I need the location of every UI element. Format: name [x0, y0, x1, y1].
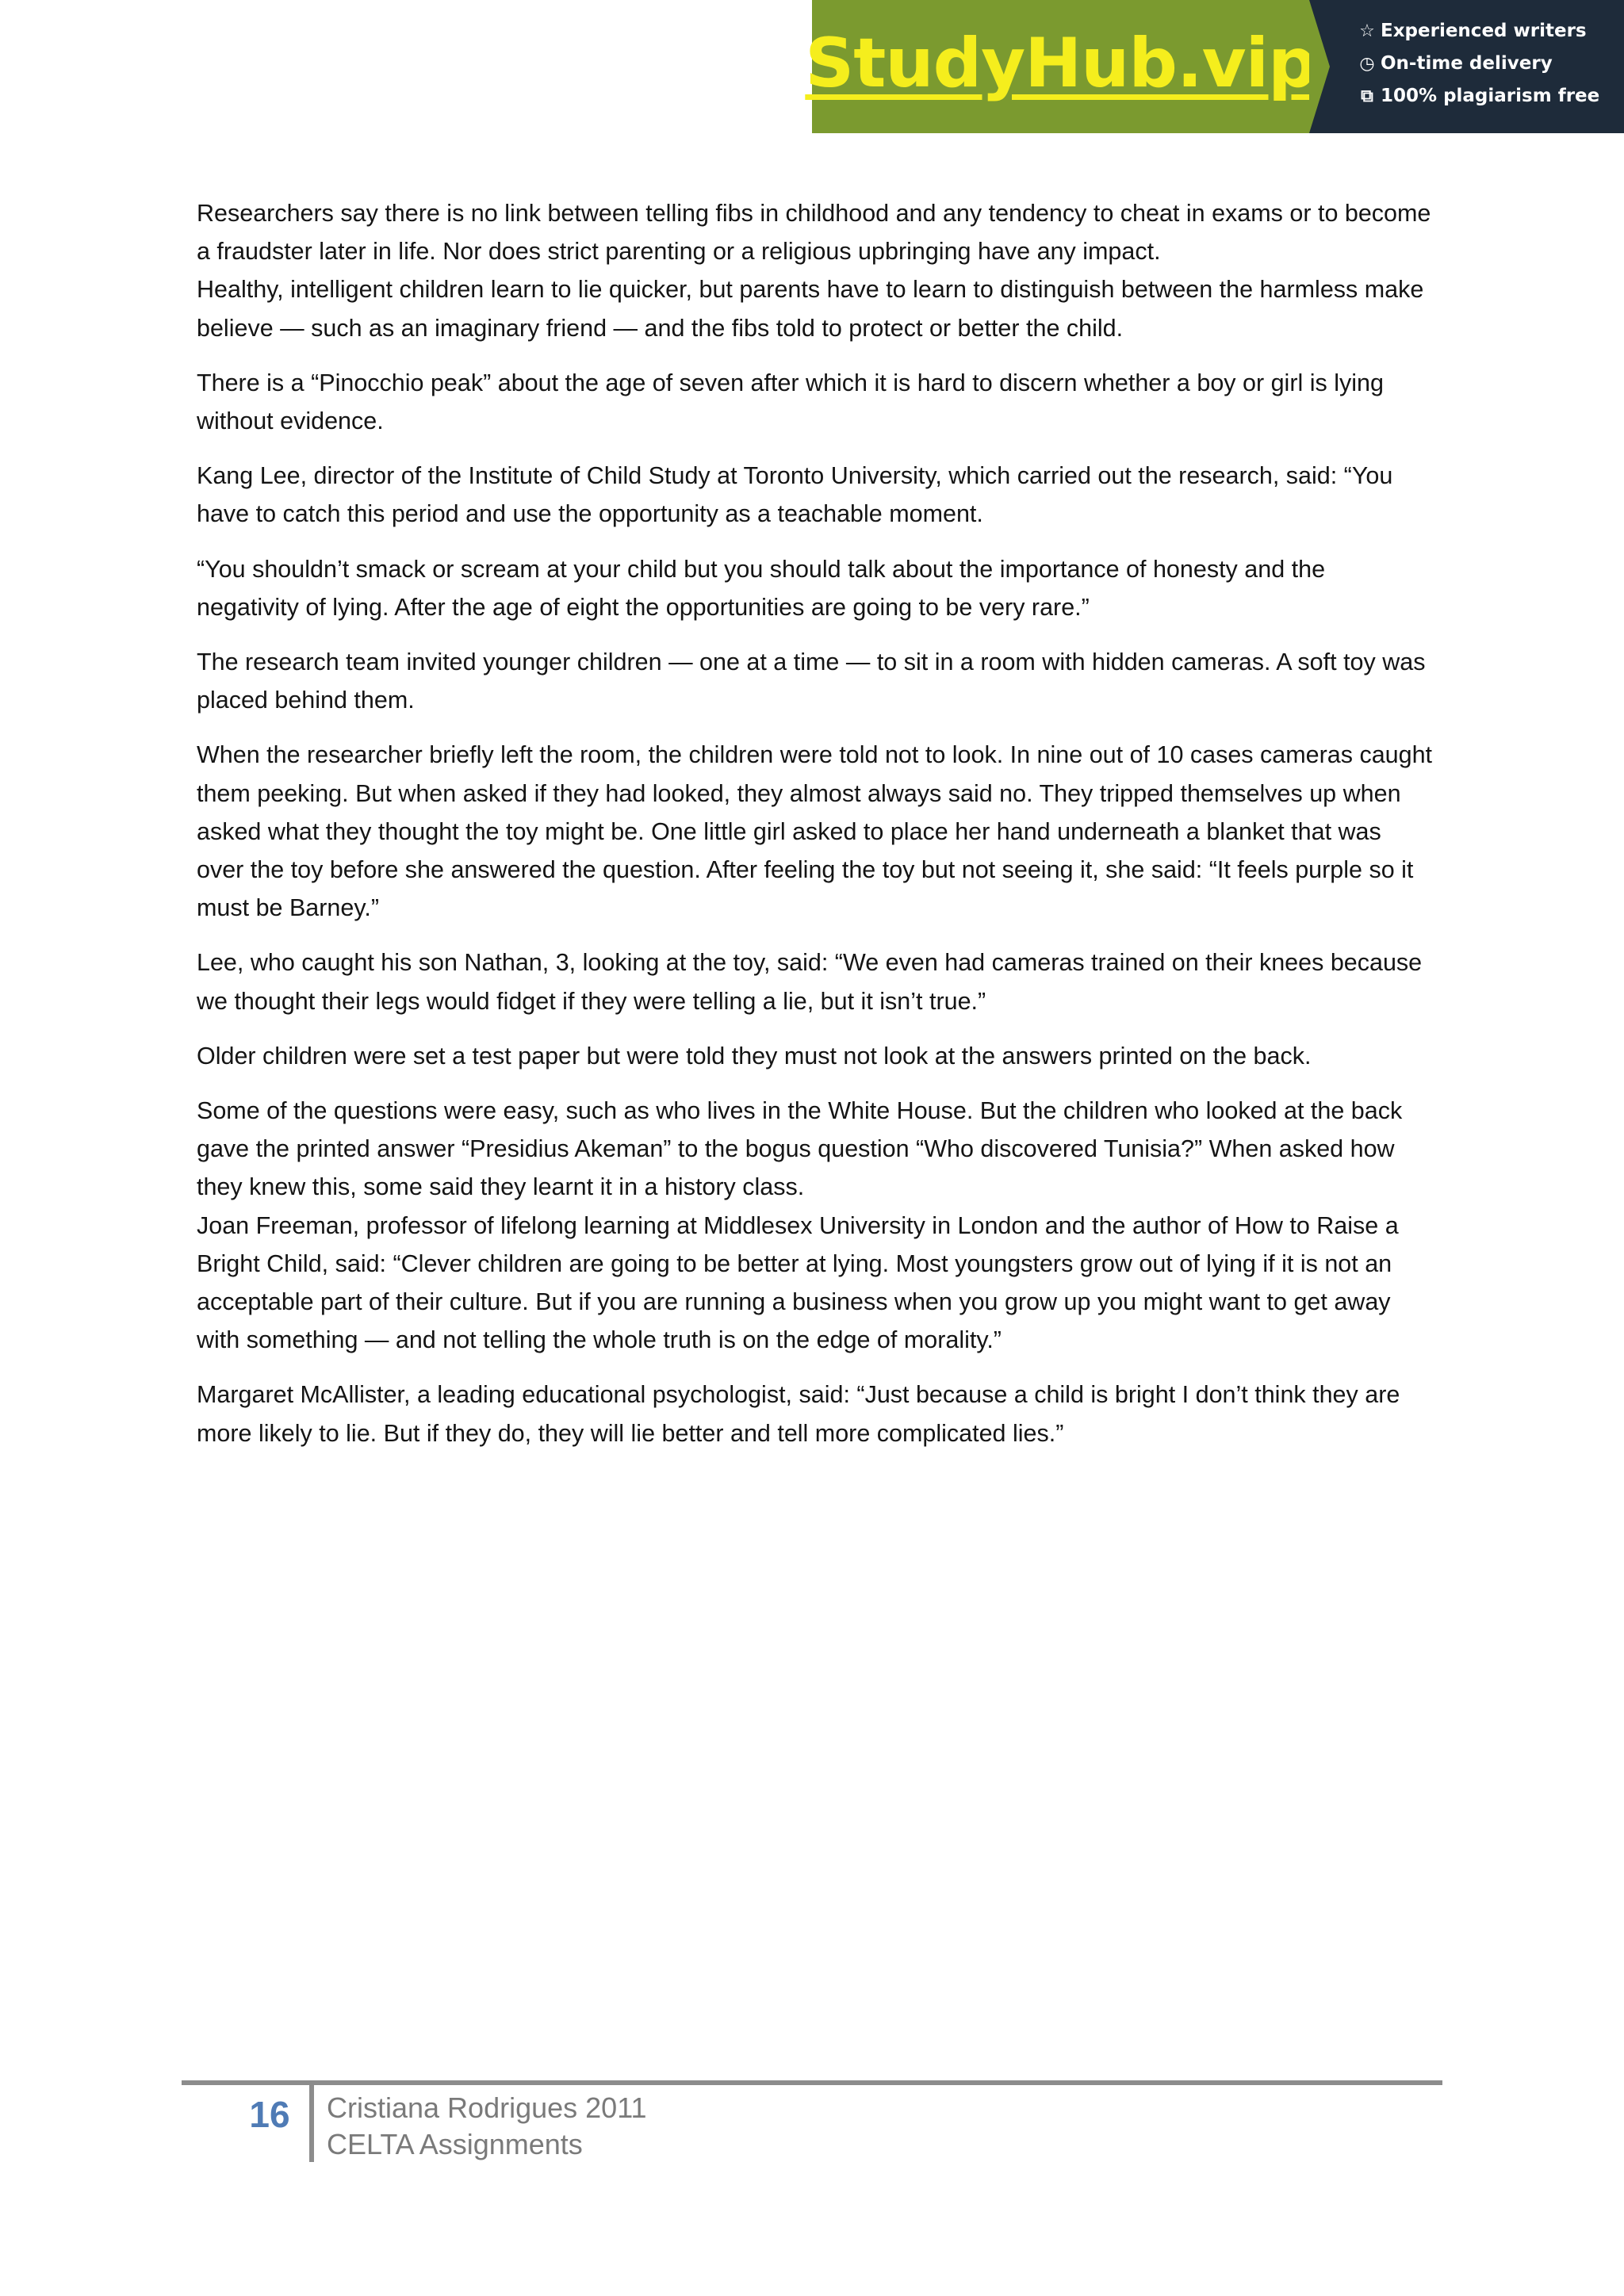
- feature-label: On-time delivery: [1381, 53, 1553, 74]
- paragraph: [197, 1037, 1434, 1075]
- page-number: 16: [249, 2094, 290, 2135]
- copy-icon: ⧉: [1361, 86, 1373, 106]
- footer-author: Cristiana Rodrigues 2011: [327, 2091, 647, 2124]
- paragraph-line: Researchers say there is no link between telling fibs in childhood and any tendency to cheat in exams or to become a fraudster later in life. Nor does strict parenting or a religious upbringing have any impact.: [197, 200, 1431, 266]
- footer-subtitle: CELTA Assignments: [327, 2128, 583, 2160]
- brand-name: StudyHub.vip: [805, 24, 1316, 103]
- clock-icon: ◷: [1359, 53, 1375, 74]
- paragraph-line: When the researcher briefly left the room, the children were told not to look. In nine out of 10 cases cameras caught them peeking. But when asked if they had looked, they almost always said no. They tripped themselves up when asked what they thought the toy might be. One little girl asked to place her hand underneath a blanket that was over the toy before she answered the question. After feeling the toy but not seeing it, she said: “It feels purple so it must be Barney.”: [197, 741, 1433, 922]
- feature-plagiarism-free: [1357, 82, 1624, 109]
- ad-banner[interactable]: [805, 0, 1624, 133]
- paragraph-line: Older children were set a test paper but were told they must not look at the answers printed on the back.: [197, 1042, 1312, 1070]
- feature-experienced-writers: [1357, 17, 1624, 44]
- paragraph: [197, 364, 1434, 440]
- feature-list: [1309, 0, 1624, 133]
- paragraph-line: There is a “Pinocchio peak” about the age of seven after which it is hard to discern whether a boy or girl is lying without evidence.: [197, 369, 1384, 435]
- paragraph: [197, 1092, 1434, 1359]
- feature-label: 100% plagiarism free: [1381, 86, 1600, 106]
- star-icon: ☆: [1359, 21, 1375, 41]
- paragraph-line: The research team invited younger children — one at a time — to sit in a room with hidden cameras. A soft toy was placed behind them.: [197, 649, 1426, 714]
- article-body: [197, 194, 1434, 1469]
- paragraph: [197, 1376, 1434, 1452]
- paragraph-line: Joan Freeman, professor of lifelong learning at Middlesex University in London and the author of How to Raise a Bright Child, said: “Clever children are going to be better at lying. Most youngsters grow out of lying if it is not an acceptable part of their culture. But if you are running a business when you grow up you might want to get away with something — and not telling the whole truth is on the edge of morality.”: [197, 1211, 1399, 1354]
- paragraph: [197, 194, 1434, 347]
- paragraph-line: Kang Lee, director of the Institute of Child Study at Toronto University, which carried out the research, said: “You have to catch this period and use the opportunity as a teachable moment.: [197, 462, 1393, 528]
- paragraph: [197, 643, 1434, 719]
- feature-on-time-delivery: [1357, 50, 1624, 77]
- paragraph: [197, 736, 1434, 927]
- paragraph: [197, 457, 1434, 533]
- feature-label: Experienced writers: [1381, 21, 1587, 41]
- paragraph-line: Margaret McAllister, a leading educational psychologist, said: “Just because a child is bright I don’t think they are more likely to lie. But if they do, they will lie better and tell more complicated lies.”: [197, 1381, 1400, 1447]
- brand-logo[interactable]: [805, 0, 1316, 133]
- paragraph: [197, 550, 1434, 626]
- paragraph-line: Healthy, intelligent children learn to lie quicker, but parents have to learn to distinguish between the harmless make believe — such as an imaginary friend — and the fibs told to protect or better the child.: [197, 276, 1424, 342]
- paragraph: [197, 943, 1434, 1020]
- footer-divider: [309, 2085, 314, 2162]
- footer-rule: [182, 2080, 1442, 2085]
- paragraph-line: Some of the questions were easy, such as who lives in the White House. But the children who looked at the back gave the printed answer “Presidius Akeman” to the bogus question “Who discovered Tunisia?” When asked how they knew this, some said they learnt it in a history class.: [197, 1097, 1403, 1201]
- footer-text: [327, 2090, 647, 2163]
- paragraph-line: Lee, who caught his son Nathan, 3, looking at the toy, said: “We even had cameras trained on their knees because we thought their legs would fidget if they were telling a lie, but it isn’t true.”: [197, 949, 1423, 1015]
- paragraph-line: “You shouldn’t smack or scream at your child but you should talk about the importance of honesty and the negativity of lying. After the age of eight the opportunities are going to be very rare.”: [197, 555, 1326, 621]
